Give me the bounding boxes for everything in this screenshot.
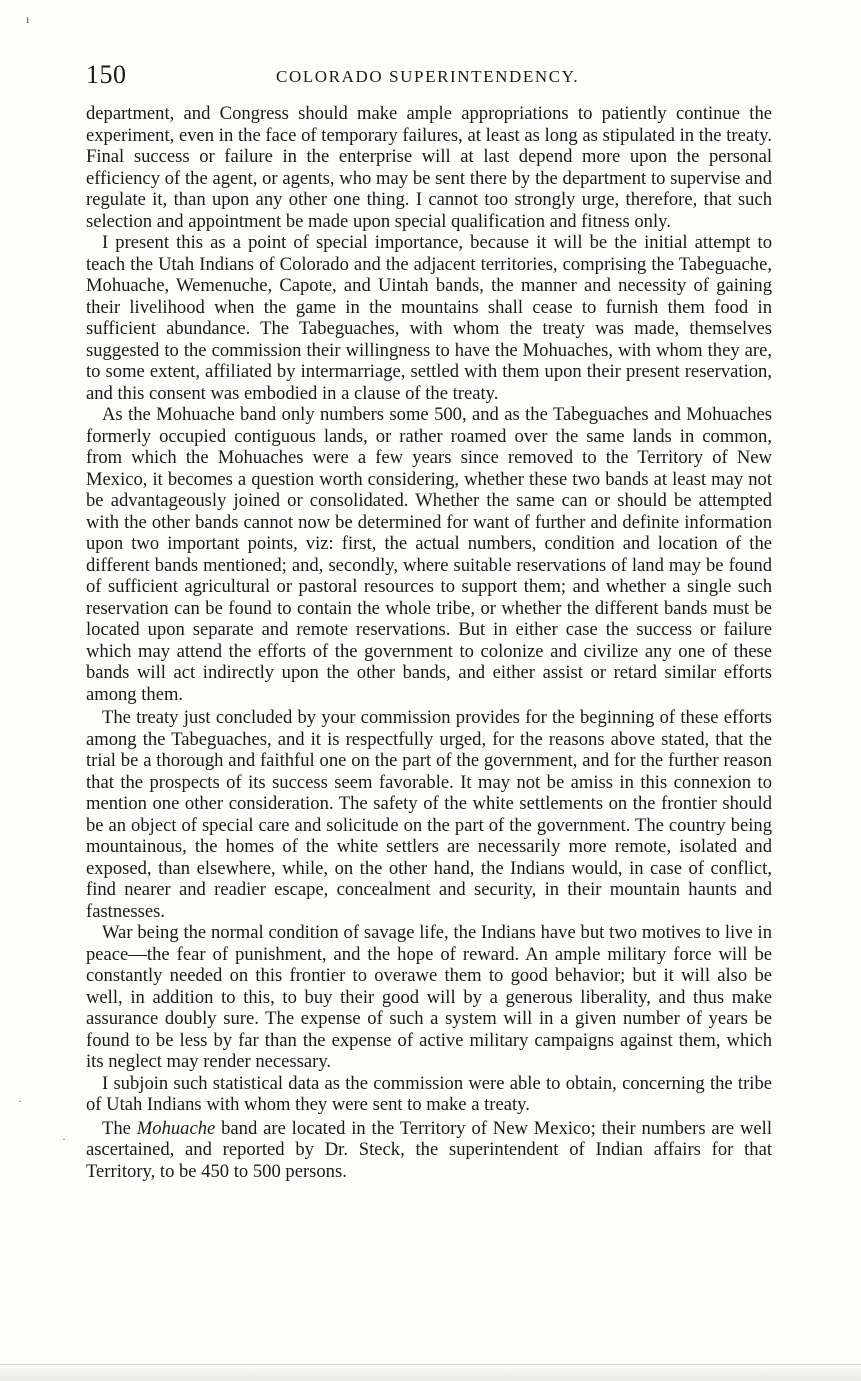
body-text xyxy=(86,103,772,1182)
margin-dot-mark-2: · xyxy=(62,1132,66,1146)
paragraph-5: War being the normal condition of savage life, the Indians have but two motives to live in peace—the fear of punishment, and the hope of reward. An ample military force will be constantly needed on this frontier to overawe them to good behavior; but it will also be well, in addition to this, to buy their good will by a generous liberality, and thus make assurance doubly sure. The expense of such a system will in a given number of years be found to be less by far than the expense of active military campaigns against them, which its neglect may render necessary. xyxy=(86,922,772,1072)
band-name-mohuache: Mohuache xyxy=(136,1117,216,1139)
page-header xyxy=(86,60,776,92)
page-bottom-edge xyxy=(0,1364,861,1381)
paragraph-7-rest: band are located in the Territory of New Mexico; their numbers are well ascertained, and reported by Dr. Steck, the superintendent of Indian affairs for that Territory, to be 450 to 500 persons. xyxy=(86,1117,772,1182)
paragraph-3: As the Mohuache band only numbers some 500, and as the Tabeguaches and Mohuaches formerly occupied contiguous lands, or rather roamed over the same lands in common, from which the Mohuaches were a few years since removed to the Territory of New Mexico, it becomes a question worth considering, whether these two bands at least may not be advantageously joined or consolidated. Whether the same can or should be attempted with the other bands cannot now be determined for want of further and definite information upon two important points, viz: first, the actual numbers, condition and location of the different bands mentioned; and, secondly, where suitable reservations of land may be found of sufficient agricultural or pastoral resources to support them; and whether a single such reservation can be found to contain the whole tribe, or whether the different bands must be located upon separate and remote reservations. But in either case the success or failure which may attend the efforts of the government to colonize and civilize any one of these bands will act indirectly upon the other bands, and either assist or retard similar efforts among them. xyxy=(86,404,772,705)
running-head: COLORADO SUPERINTENDENCY. xyxy=(276,67,580,86)
paragraph-6: I subjoin such statistical data as the commission were able to obtain, concerning the tribe of Utah Indians with whom they were sent to make a treaty. xyxy=(86,1072,772,1115)
page-number: 150 xyxy=(86,60,127,89)
paragraph-7-lead: The xyxy=(102,1117,137,1139)
paragraph-2: I present this as a point of special importance, because it will be the initial attempt to teach the Utah Indians of Colorado and the adjacent territories, comprising the Tabeguache, Mohuache, Wemenuche, Capote, and Uintah bands, the manner and necessity of gaining their livelihood when the game in the mountains shall cease to furnish them food in sufficient abundance. The Tabeguaches, with whom the treaty was made, themselves suggested to the commission their willingness to have the Mohuaches, with whom they are, to some extent, affiliated by intermarriage, settled with them upon their present reservation, and this consent was embodied in a clause of the treaty. xyxy=(86,232,772,404)
margin-tick-mark: ı xyxy=(26,12,30,26)
paragraph-1: department, and Congress should make ample appropriations to patiently continue the experiment, even in the face of temporary failures, at least as long as stipulated in the treaty. Final success or failure in the enterprise will at last depend more upon the personal efficiency of the agent, or agents, who may be sent there by the department to supervise and regulate it, than upon any other one thing. I cannot too strongly urge, therefore, that such selection and appointment be made upon special qualification and fitness only. xyxy=(86,103,772,232)
paragraph-7 xyxy=(86,1118,772,1183)
margin-dot-mark: · xyxy=(18,1094,22,1108)
paragraph-4: The treaty just concluded by your commission provides for the beginning of these efforts among the Tabeguaches, and it is respectfully urged, for the reasons above stated, that the trial be a thorough and faithful one on the part of the government, and for the further reason that the prospects of its success seem favorable. It may not be amiss in this connexion to mention one other consideration. The safety of the white settlements on the frontier should be an object of special care and solicitude on the part of the government. The country being mountainous, the homes of the white settlers are necessarily more remote, isolated and exposed, than elsewhere, while, on the other hand, the Indians would, in case of conflict, find nearer and readier escape, concealment and security, in their mountain haunts and fastnesses. xyxy=(86,707,772,922)
